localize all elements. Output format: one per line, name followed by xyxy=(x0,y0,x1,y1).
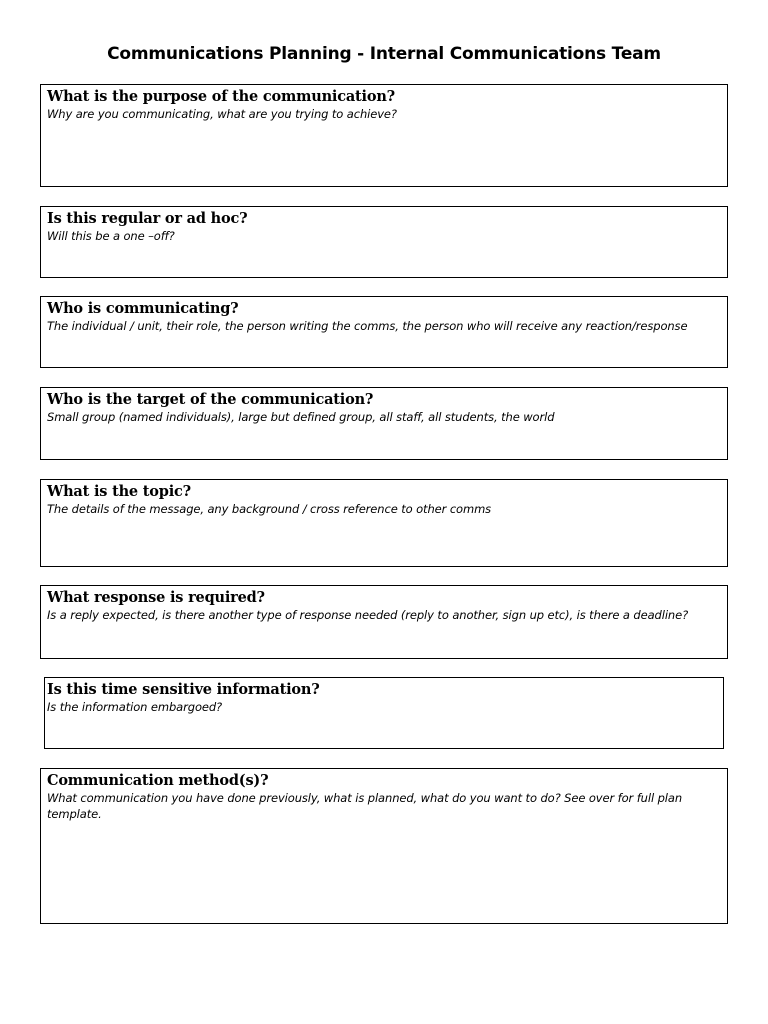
section-question: Who is the target of the communication? xyxy=(47,391,374,408)
section-question: What is the topic? xyxy=(47,483,191,500)
section-question: Communication method(s)? xyxy=(47,772,269,789)
section-hint: What communication you have done previously, what is planned, what do you want to do? See over for full plan template. xyxy=(47,791,683,821)
section-question: What is the purpose of the communication? xyxy=(47,88,395,105)
section-hint: Will this be a one –off? xyxy=(47,229,175,243)
section-hint: Why are you communicating, what are you trying to achieve? xyxy=(47,107,397,121)
section-target[interactable] xyxy=(40,387,728,460)
section-time-sensitive[interactable] xyxy=(44,677,724,749)
section-hint: Small group (named individuals), large but defined group, all staff, all students, the world xyxy=(47,410,555,424)
section-hint: The individual / unit, their role, the person writing the comms, the person who will receive any reaction/response xyxy=(47,319,688,333)
section-question: Who is communicating? xyxy=(47,300,239,317)
section-hint: Is a reply expected, is there another type of response needed (reply to another, sign up etc), is there a deadline? xyxy=(47,608,689,622)
section-purpose[interactable] xyxy=(40,84,728,187)
section-communicator[interactable] xyxy=(40,296,728,368)
section-question: Is this time sensitive information? xyxy=(47,681,320,698)
section-regularity[interactable] xyxy=(40,206,728,278)
section-method[interactable] xyxy=(40,768,728,924)
section-response[interactable] xyxy=(40,585,728,659)
section-hint: Is the information embargoed? xyxy=(47,700,223,714)
page-title: Communications Planning - Internal Communications Team xyxy=(107,44,661,64)
section-question: Is this regular or ad hoc? xyxy=(47,210,248,227)
section-topic[interactable] xyxy=(40,479,728,567)
section-question: What response is required? xyxy=(47,589,265,606)
section-hint: The details of the message, any background / cross reference to other comms xyxy=(47,502,492,516)
